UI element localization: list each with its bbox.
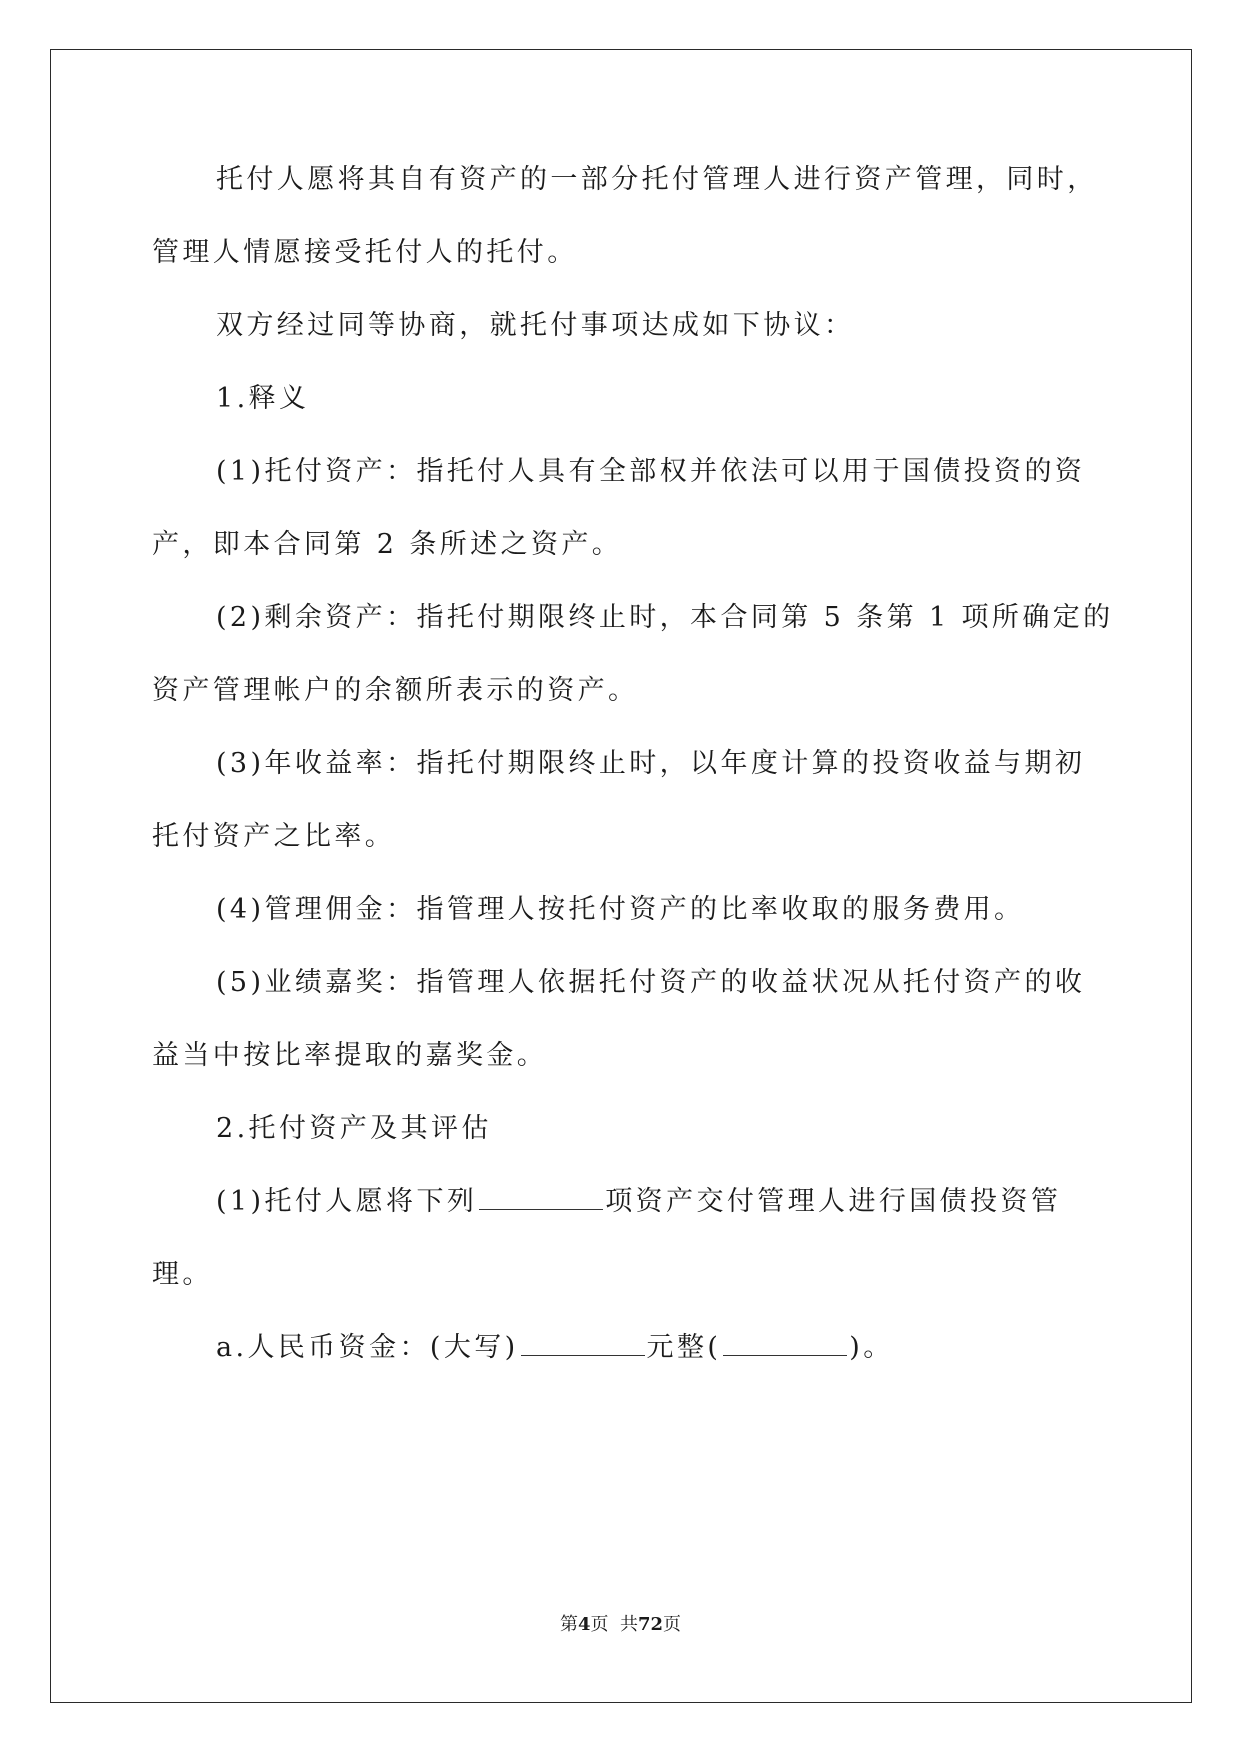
definition-2-line-2: 资产管理帐户的余额所表示的资产。 xyxy=(152,675,639,706)
definition-2-line-1: (2)剩余资产：指托付期限终止时，本合同第 5 条第 1 项所确定的 xyxy=(216,602,1114,633)
section-heading-assets: 2.托付资产及其评估 xyxy=(216,1113,492,1144)
asset-clause-1-line-2: 理。 xyxy=(152,1259,213,1290)
rmb-text-after: )。 xyxy=(849,1332,894,1363)
asset-clause-text-after: 项资产交付管理人进行国债投资管 xyxy=(605,1186,1062,1217)
footer-page-number: 4 xyxy=(577,1614,591,1635)
definition-5-line-2: 益当中按比率提取的嘉奖金。 xyxy=(152,1040,548,1071)
footer-suffix: 页 xyxy=(663,1614,682,1635)
paragraph-intro-line-2: 管理人情愿接受托付人的托付。 xyxy=(152,237,578,268)
rmb-amount-numeric-blank[interactable] xyxy=(723,1328,847,1356)
rmb-funds-line xyxy=(216,1328,894,1368)
paragraph-agreement: 双方经过同等协商，就托付事项达成如下协议： xyxy=(216,310,855,341)
page-footer xyxy=(0,1610,1241,1636)
asset-count-blank[interactable] xyxy=(479,1182,603,1210)
definition-1-line-1: (1)托付资产：指托付人具有全部权并依法可以用于国债投资的资 xyxy=(216,456,1086,487)
rmb-text-before: a.人民币资金：(大写) xyxy=(216,1332,519,1363)
footer-mid: 页 共 xyxy=(590,1614,638,1635)
asset-clause-1-line-1 xyxy=(216,1182,1061,1222)
asset-clause-text-before: (1)托付人愿将下列 xyxy=(216,1186,478,1217)
rmb-text-middle: 元整( xyxy=(646,1332,722,1363)
footer-prefix: 第 xyxy=(559,1614,578,1635)
rmb-amount-uppercase-blank[interactable] xyxy=(521,1328,645,1356)
page-border xyxy=(50,49,1192,1703)
definition-5-line-1: (5)业绩嘉奖：指管理人依据托付资产的收益状况从托付资产的收 xyxy=(216,967,1086,998)
footer-total-pages: 72 xyxy=(637,1614,664,1635)
definition-3-line-1: (3)年收益率：指托付期限终止时，以年度计算的投资收益与期初 xyxy=(216,748,1086,779)
definition-1-line-2: 产，即本合同第 2 条所述之资产。 xyxy=(152,529,623,560)
paragraph-intro-line-1: 托付人愿将其自有资产的一部分托付管理人进行资产管理，同时， xyxy=(216,164,1098,195)
definition-3-line-2: 托付资产之比率。 xyxy=(152,821,396,852)
section-heading-definitions: 1.释义 xyxy=(216,383,310,414)
definition-4: (4)管理佣金：指管理人按托付资产的比率收取的服务费用。 xyxy=(216,894,1025,925)
